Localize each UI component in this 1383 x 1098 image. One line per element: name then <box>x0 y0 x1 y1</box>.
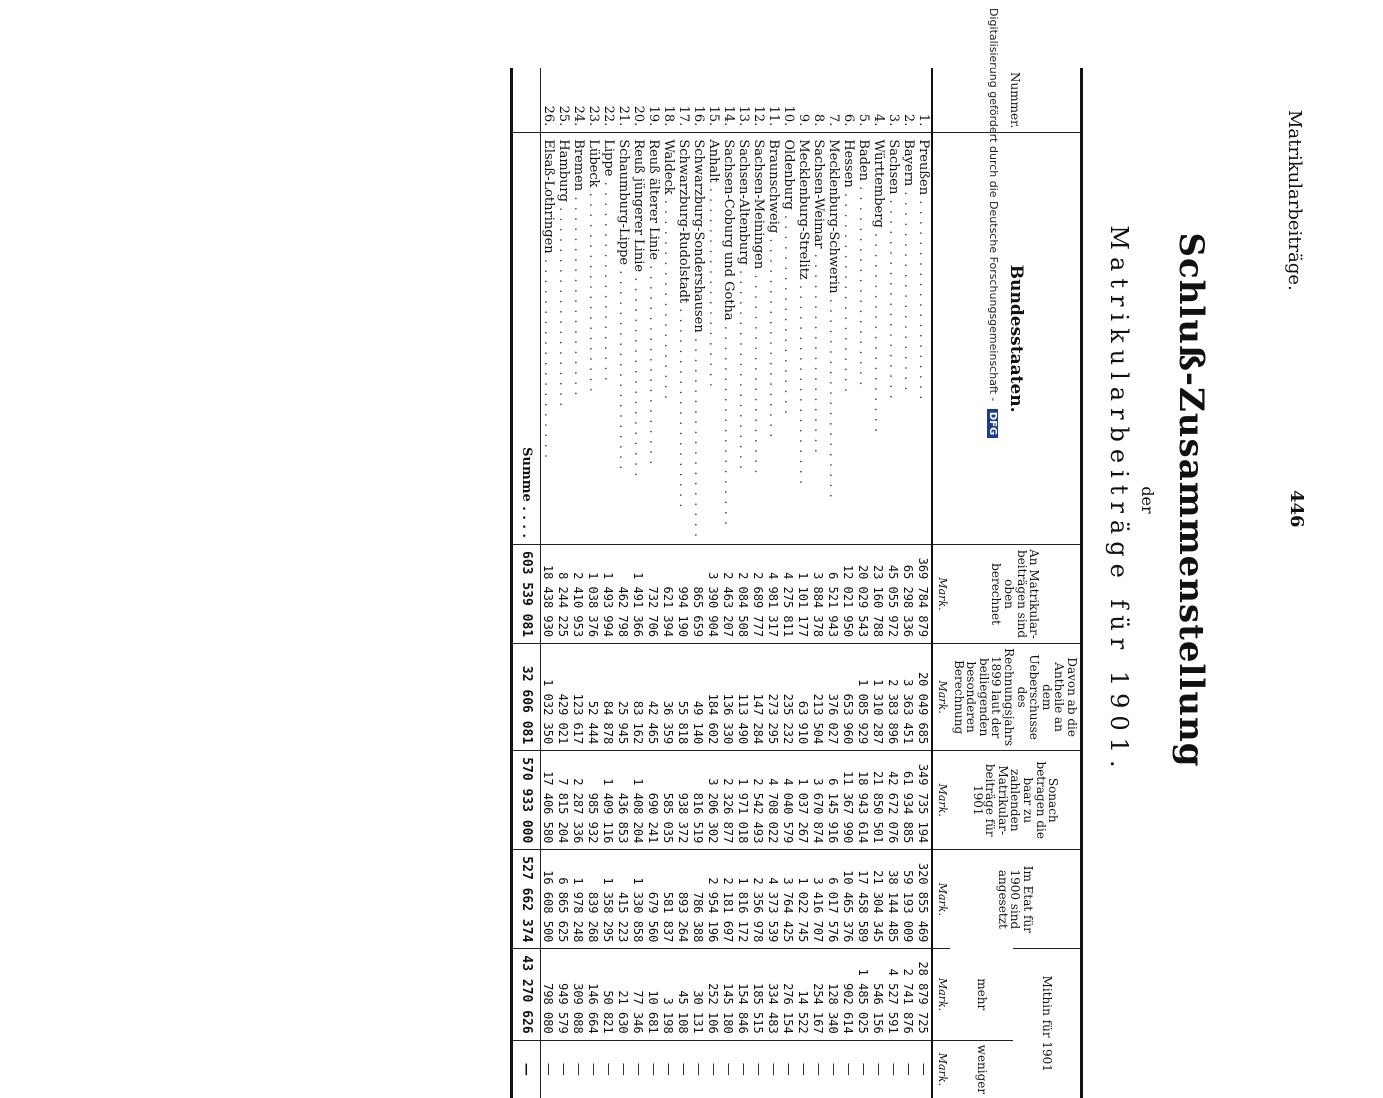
value-baar: 436 853 <box>616 751 631 850</box>
state-label: Oldenburg . . . <box>781 139 796 415</box>
value-berechnet: 621 394 <box>661 545 676 644</box>
value-etat-1900: 10 465 376 <box>841 850 856 949</box>
table-row <box>556 68 571 1098</box>
state-label: Elsaß-Lothringen . . . <box>541 139 556 459</box>
value-weniger: — <box>601 1040 616 1098</box>
state-label: Baden . . . <box>856 139 871 386</box>
total-baar: 570 933 000 <box>511 751 540 850</box>
value-weniger: — <box>751 1040 766 1098</box>
page-title: Schluß-Zusammenstellung <box>1171 232 1211 768</box>
value-berechnet: 2 410 953 <box>571 545 586 644</box>
unit-label: Mark. <box>932 949 951 1040</box>
table-row <box>736 68 751 1098</box>
value-etat-1900: 320 855 469 <box>916 850 932 949</box>
value-berechnet: 1 493 994 <box>601 545 616 644</box>
value-baar: 7 815 204 <box>556 751 571 850</box>
table-row <box>661 68 676 1098</box>
value-berechnet: 2 689 777 <box>751 545 766 644</box>
value-etat-1900: 893 264 <box>676 850 691 949</box>
row-number: 4. <box>870 113 886 127</box>
value-antheile: 273 295 <box>766 644 781 751</box>
value-antheile: 653 960 <box>841 644 856 751</box>
value-baar: 6 145 916 <box>826 751 841 850</box>
value-weniger: — <box>781 1040 796 1098</box>
value-antheile: 1 032 350 <box>540 644 556 751</box>
value-antheile: 55 818 <box>676 644 691 751</box>
row-number: 21. <box>615 105 631 127</box>
value-baar: 2 287 336 <box>571 751 586 850</box>
value-baar: 985 932 <box>586 751 601 850</box>
value-mehr: 146 664 <box>586 949 601 1040</box>
row-number: 23. <box>585 105 601 127</box>
value-antheile: 83 162 <box>631 644 646 751</box>
digitization-footer <box>984 8 1000 998</box>
value-baar: 4 708 022 <box>766 751 781 850</box>
value-mehr: 185 515 <box>751 949 766 1040</box>
row-number: 19. <box>645 105 661 127</box>
value-antheile: 235 232 <box>781 644 796 751</box>
state-label: Sachsen-Coburg und Gotha . . . <box>721 139 736 526</box>
total-etat-1900: 527 662 374 <box>511 850 540 949</box>
value-baar: 3 670 874 <box>811 751 826 850</box>
value-etat-1900: 17 458 589 <box>856 850 871 949</box>
value-mehr: 902 614 <box>841 949 856 1040</box>
state-name <box>556 133 571 545</box>
state-label: Schaumburg-Lippe . . . <box>616 139 631 470</box>
table-row <box>571 68 586 1098</box>
row-number: 5. <box>855 113 871 127</box>
value-baar: 21 850 501 <box>871 751 886 850</box>
value-berechnet: 4 275 811 <box>781 545 796 644</box>
value-baar: 4 040 579 <box>781 751 796 850</box>
value-etat-1900: 415 223 <box>616 850 631 949</box>
value-mehr: 30 131 <box>691 949 706 1040</box>
row-number: 12. <box>750 105 766 127</box>
value-etat-1900: 6 017 576 <box>826 850 841 949</box>
state-name <box>646 133 661 545</box>
table-row <box>540 68 556 1098</box>
state-label: Hessen . . . <box>841 139 856 393</box>
value-berechnet: 23 160 788 <box>871 545 886 644</box>
state-name <box>676 133 691 545</box>
state-label: Braunschweig . . . <box>766 139 781 438</box>
state-label: Württemberg . . . <box>871 139 886 433</box>
value-antheile: 25 945 <box>616 644 631 751</box>
state-name <box>916 133 932 545</box>
value-mehr: 10 681 <box>646 949 661 1040</box>
footer-text: Digitalisierung gefördert durch die Deutsche Forschungsgemeinschaft - <box>987 8 1000 402</box>
value-mehr: 334 483 <box>766 949 781 1040</box>
total-row <box>511 68 540 1098</box>
table-row <box>706 68 721 1098</box>
value-baar: 1 971 018 <box>736 751 751 850</box>
value-antheile: 1 085 929 <box>856 644 871 751</box>
value-weniger: — <box>676 1040 691 1098</box>
table-row <box>781 68 796 1098</box>
value-weniger: — <box>556 1040 571 1098</box>
value-berechnet: 3 884 378 <box>811 545 826 644</box>
value-weniger: — <box>706 1040 721 1098</box>
state-label: Sachsen . . . <box>886 139 901 399</box>
value-mehr: 3 198 <box>661 949 676 1040</box>
row-number: 24. <box>570 105 586 127</box>
value-mehr: 77 346 <box>631 949 646 1040</box>
value-antheile: 36 359 <box>661 644 676 751</box>
state-label: Reuß älterer Linie . . . <box>646 139 661 465</box>
value-baar: 61 934 885 <box>901 751 916 850</box>
table-row <box>601 68 616 1098</box>
table-row <box>616 68 631 1098</box>
table-row <box>856 68 871 1098</box>
col-bundesstaaten: Bundesstaaten. <box>950 133 1081 545</box>
value-mehr: 254 167 <box>811 949 826 1040</box>
value-etat-1900: 6 865 625 <box>556 850 571 949</box>
table-row <box>676 68 691 1098</box>
unit-blank <box>932 68 951 133</box>
value-mehr: 4 527 591 <box>886 949 901 1040</box>
value-antheile: 84 878 <box>601 644 616 751</box>
state-label: Reuß jüngerer Linie . . . <box>631 139 646 477</box>
unit-label: Mark. <box>932 751 951 850</box>
state-name <box>751 133 766 545</box>
unit-label: Mark. <box>932 545 951 644</box>
row-number: 9. <box>795 113 811 127</box>
row-number: 17. <box>675 105 691 127</box>
value-weniger: — <box>901 1040 916 1098</box>
value-baar: 42 672 076 <box>886 751 901 850</box>
col-mehr: mehr <box>974 978 989 1011</box>
value-baar: 17 406 580 <box>540 751 556 850</box>
value-berechnet: 65 298 336 <box>901 545 916 644</box>
title-connector: der <box>1138 486 1157 514</box>
value-etat-1900: 4 373 539 <box>766 850 781 949</box>
state-name <box>781 133 796 545</box>
value-etat-1900: 1 022 745 <box>796 850 811 949</box>
value-baar: 18 943 614 <box>856 751 871 850</box>
value-berechnet: 865 659 <box>691 545 706 644</box>
value-weniger: — <box>691 1040 706 1098</box>
table-body <box>511 68 932 1098</box>
value-berechnet: 2 463 207 <box>721 545 736 644</box>
row-number: 22. <box>600 105 616 127</box>
value-berechnet: 369 784 879 <box>916 545 932 644</box>
value-etat-1900: 581 837 <box>661 850 676 949</box>
state-label: Lübeck . . . <box>586 139 601 392</box>
row-number: 1. <box>915 113 931 127</box>
value-antheile: 136 330 <box>721 644 736 751</box>
value-etat-1900: 59 193 009 <box>901 850 916 949</box>
value-berechnet: 2 084 508 <box>736 545 751 644</box>
col-baar-zu-zahlen: Sonach betragen die baar zu zahlenden Matrikular-beiträge für 1901 <box>950 751 1081 850</box>
value-baar: 11 367 990 <box>841 751 856 850</box>
state-label: Hamburg . . . <box>556 139 571 407</box>
value-weniger: — <box>736 1040 751 1098</box>
value-weniger: — <box>721 1040 736 1098</box>
value-antheile: 63 910 <box>796 644 811 751</box>
state-name <box>826 133 841 545</box>
value-antheile: 123 617 <box>571 644 586 751</box>
value-mehr: 1 485 025 <box>856 949 871 1040</box>
page-subtitle: Matrikularbeiträge für 1901. <box>1105 225 1133 775</box>
state-label: Mecklenburg-Strelitz . . . <box>796 139 811 485</box>
row-number: 2. <box>900 113 916 127</box>
col-nummer: Nummer. <box>950 68 1081 133</box>
col-weniger: weniger <box>950 1040 1013 1098</box>
value-mehr: 546 156 <box>871 949 886 1040</box>
value-berechnet: 12 021 950 <box>841 545 856 644</box>
value-mehr: 2 741 876 <box>901 949 916 1040</box>
state-name <box>706 133 721 545</box>
value-mehr: 949 579 <box>556 949 571 1040</box>
value-mehr: 309 088 <box>571 949 586 1040</box>
table-row <box>901 68 916 1098</box>
value-etat-1900: 2 356 978 <box>751 850 766 949</box>
value-weniger: — <box>631 1040 646 1098</box>
value-baar: 816 519 <box>691 751 706 850</box>
table-row <box>751 68 766 1098</box>
value-etat-1900: 2 954 196 <box>706 850 721 949</box>
state-name <box>886 133 901 545</box>
total-weniger: — <box>511 1040 540 1098</box>
value-berechnet: 1 101 177 <box>796 545 811 644</box>
value-mehr: 154 846 <box>736 949 751 1040</box>
value-weniger: — <box>811 1040 826 1098</box>
row-number: 26. <box>540 105 556 127</box>
value-baar: 585 035 <box>661 751 676 850</box>
table-row <box>811 68 826 1098</box>
col-mithin-1901: Mithin für 1901 <box>1013 949 1082 1098</box>
row-number: 6. <box>840 113 856 127</box>
state-name <box>631 133 646 545</box>
total-blank <box>511 68 540 133</box>
value-weniger: — <box>540 1040 556 1098</box>
col-matrikular-berechnet: An Matrikular-beiträgen sind oben berechnet <box>950 545 1081 644</box>
state-name <box>901 133 916 545</box>
value-berechnet: 3 390 904 <box>706 545 721 644</box>
value-antheile: 52 444 <box>586 644 601 751</box>
value-etat-1900: 839 268 <box>586 850 601 949</box>
unit-label: Mark. <box>932 1040 951 1098</box>
row-number: 8. <box>810 113 826 127</box>
value-antheile: 3 363 451 <box>901 644 916 751</box>
row-number: 18. <box>660 105 676 127</box>
value-mehr: 145 180 <box>721 949 736 1040</box>
state-name <box>811 133 826 545</box>
state-name <box>540 133 556 545</box>
value-antheile: 20 049 685 <box>916 644 932 751</box>
value-etat-1900: 38 144 485 <box>886 850 901 949</box>
total-berechnet: 603 539 081 <box>511 545 540 644</box>
unit-label: Mark. <box>932 644 951 751</box>
value-etat-1900: 1 816 172 <box>736 850 751 949</box>
state-label: Lippe . . . <box>601 139 616 381</box>
value-baar: 1 408 204 <box>631 751 646 850</box>
page-number: 446 <box>1286 490 1307 528</box>
state-name <box>856 133 871 545</box>
value-weniger: — <box>841 1040 856 1098</box>
value-etat-1900: 3 764 425 <box>781 850 796 949</box>
state-name <box>766 133 781 545</box>
state-name <box>616 133 631 545</box>
col-etat-1900: Im Etat für 1900 sind angesetzt <box>950 850 1081 949</box>
value-mehr: 28 879 725 <box>916 949 932 1040</box>
total-antheile: 32 606 081 <box>511 644 540 751</box>
state-label: Schwarzburg-Rudolstadt . . . <box>676 139 691 508</box>
value-etat-1900: 3 416 707 <box>811 850 826 949</box>
value-baar: 2 326 877 <box>721 751 736 850</box>
row-number: 20. <box>630 105 646 127</box>
value-weniger: — <box>796 1040 811 1098</box>
table-row <box>586 68 601 1098</box>
value-mehr: 798 080 <box>540 949 556 1040</box>
value-baar: 1 037 267 <box>796 751 811 850</box>
state-label: Schwarzburg-Sondershausen . . . <box>691 139 706 538</box>
value-etat-1900: 2 181 697 <box>721 850 736 949</box>
value-antheile: 147 284 <box>751 644 766 751</box>
state-name <box>721 133 736 545</box>
state-name <box>571 133 586 545</box>
value-antheile: 49 140 <box>691 644 706 751</box>
value-weniger: — <box>646 1040 661 1098</box>
state-name <box>871 133 886 545</box>
total-label: Summe . . . . <box>511 133 540 545</box>
row-number: 3. <box>885 113 901 127</box>
state-label: Bayern . . . <box>901 139 916 391</box>
row-number: 11. <box>765 105 781 127</box>
table-row <box>691 68 706 1098</box>
state-name <box>841 133 856 545</box>
value-antheile: 2 383 896 <box>886 644 901 751</box>
value-baar: 2 542 493 <box>751 751 766 850</box>
value-mehr: 252 106 <box>706 949 721 1040</box>
value-mehr: 128 340 <box>826 949 841 1040</box>
table-row <box>766 68 781 1098</box>
state-name <box>796 133 811 545</box>
value-berechnet: 4 981 317 <box>766 545 781 644</box>
value-etat-1900: 16 608 500 <box>540 850 556 949</box>
value-mehr: 276 154 <box>781 949 796 1040</box>
value-weniger: — <box>661 1040 676 1098</box>
value-baar: 1 409 116 <box>601 751 616 850</box>
state-label: Sachsen-Weimar . . . <box>811 139 826 453</box>
value-etat-1900: 1 978 248 <box>571 850 586 949</box>
value-mehr: 50 821 <box>601 949 616 1040</box>
col-antheile-ueberschuss: Davon ab die Antheile an dem Ueberschusse des Rechnungsjahrs 1899 laut der beiliegenden besonderen Berechnung <box>950 644 1081 751</box>
table-row <box>871 68 886 1098</box>
value-berechnet: 462 798 <box>616 545 631 644</box>
value-antheile: 429 021 <box>556 644 571 751</box>
value-weniger: — <box>856 1040 871 1098</box>
value-baar: 3 206 302 <box>706 751 721 850</box>
value-berechnet: 45 055 972 <box>886 545 901 644</box>
value-berechnet: 8 244 225 <box>556 545 571 644</box>
state-name <box>736 133 751 545</box>
row-number: 25. <box>555 105 571 127</box>
table-row <box>916 68 932 1098</box>
value-berechnet: 18 438 930 <box>540 545 556 644</box>
state-name <box>601 133 616 545</box>
value-weniger: — <box>916 1040 932 1098</box>
state-name <box>586 133 601 545</box>
value-antheile: 113 490 <box>736 644 751 751</box>
value-weniger: — <box>571 1040 586 1098</box>
value-weniger: — <box>586 1040 601 1098</box>
table-row <box>646 68 661 1098</box>
row-number: 14. <box>720 105 736 127</box>
table-row <box>631 68 646 1098</box>
state-label: Sachsen-Meiningen . . . <box>751 139 766 474</box>
row-number: 10. <box>780 105 796 127</box>
dfg-logo: DFG <box>987 409 998 438</box>
value-baar: 938 372 <box>676 751 691 850</box>
table-row <box>886 68 901 1098</box>
value-antheile: 376 027 <box>826 644 841 751</box>
row-number: 7. <box>825 113 841 127</box>
state-name <box>661 133 676 545</box>
row-number: 15. <box>705 105 721 127</box>
value-weniger: — <box>616 1040 631 1098</box>
value-etat-1900: 21 304 345 <box>871 850 886 949</box>
value-berechnet: 994 190 <box>676 545 691 644</box>
total-mehr: 43 270 626 <box>511 949 540 1040</box>
value-antheile: 1 310 287 <box>871 644 886 751</box>
value-etat-1900: 1 330 858 <box>631 850 646 949</box>
value-weniger: — <box>871 1040 886 1098</box>
table-row <box>841 68 856 1098</box>
value-weniger: — <box>766 1040 781 1098</box>
value-berechnet: 1 491 366 <box>631 545 646 644</box>
value-berechnet: 6 521 943 <box>826 545 841 644</box>
state-label: Sachsen-Altenburg . . . <box>736 139 751 470</box>
table-row <box>721 68 736 1098</box>
unit-label: Mark. <box>932 850 951 949</box>
value-etat-1900: 679 560 <box>646 850 661 949</box>
state-label: Bremen . . . <box>571 139 586 396</box>
value-etat-1900: 1 358 295 <box>601 850 616 949</box>
value-etat-1900: 786 388 <box>691 850 706 949</box>
value-berechnet: 732 706 <box>646 545 661 644</box>
value-berechnet: 1 038 376 <box>586 545 601 644</box>
value-mehr: 14 522 <box>796 949 811 1040</box>
row-number: 13. <box>735 105 751 127</box>
unit-blank <box>932 133 951 545</box>
row-number: 16. <box>690 105 706 127</box>
value-berechnet: 20 029 543 <box>856 545 871 644</box>
value-antheile: 184 602 <box>706 644 721 751</box>
table-row <box>796 68 811 1098</box>
state-label: Waldeck . . . <box>661 139 676 400</box>
value-mehr: 45 108 <box>676 949 691 1040</box>
value-antheile: 213 504 <box>811 644 826 751</box>
value-antheile: 42 465 <box>646 644 661 751</box>
value-baar: 690 241 <box>646 751 661 850</box>
running-head: Matrikularbeiträge. <box>1284 110 1305 291</box>
state-label: Preußen . . . <box>916 139 931 400</box>
state-label: Mecklenburg-Schwerin . . . <box>826 139 841 498</box>
state-name <box>691 133 706 545</box>
table-row <box>826 68 841 1098</box>
value-mehr: 21 630 <box>616 949 631 1040</box>
value-weniger: — <box>886 1040 901 1098</box>
value-baar: 349 735 194 <box>916 751 932 850</box>
value-weniger: — <box>826 1040 841 1098</box>
state-label: Anhalt . . . <box>706 139 721 388</box>
